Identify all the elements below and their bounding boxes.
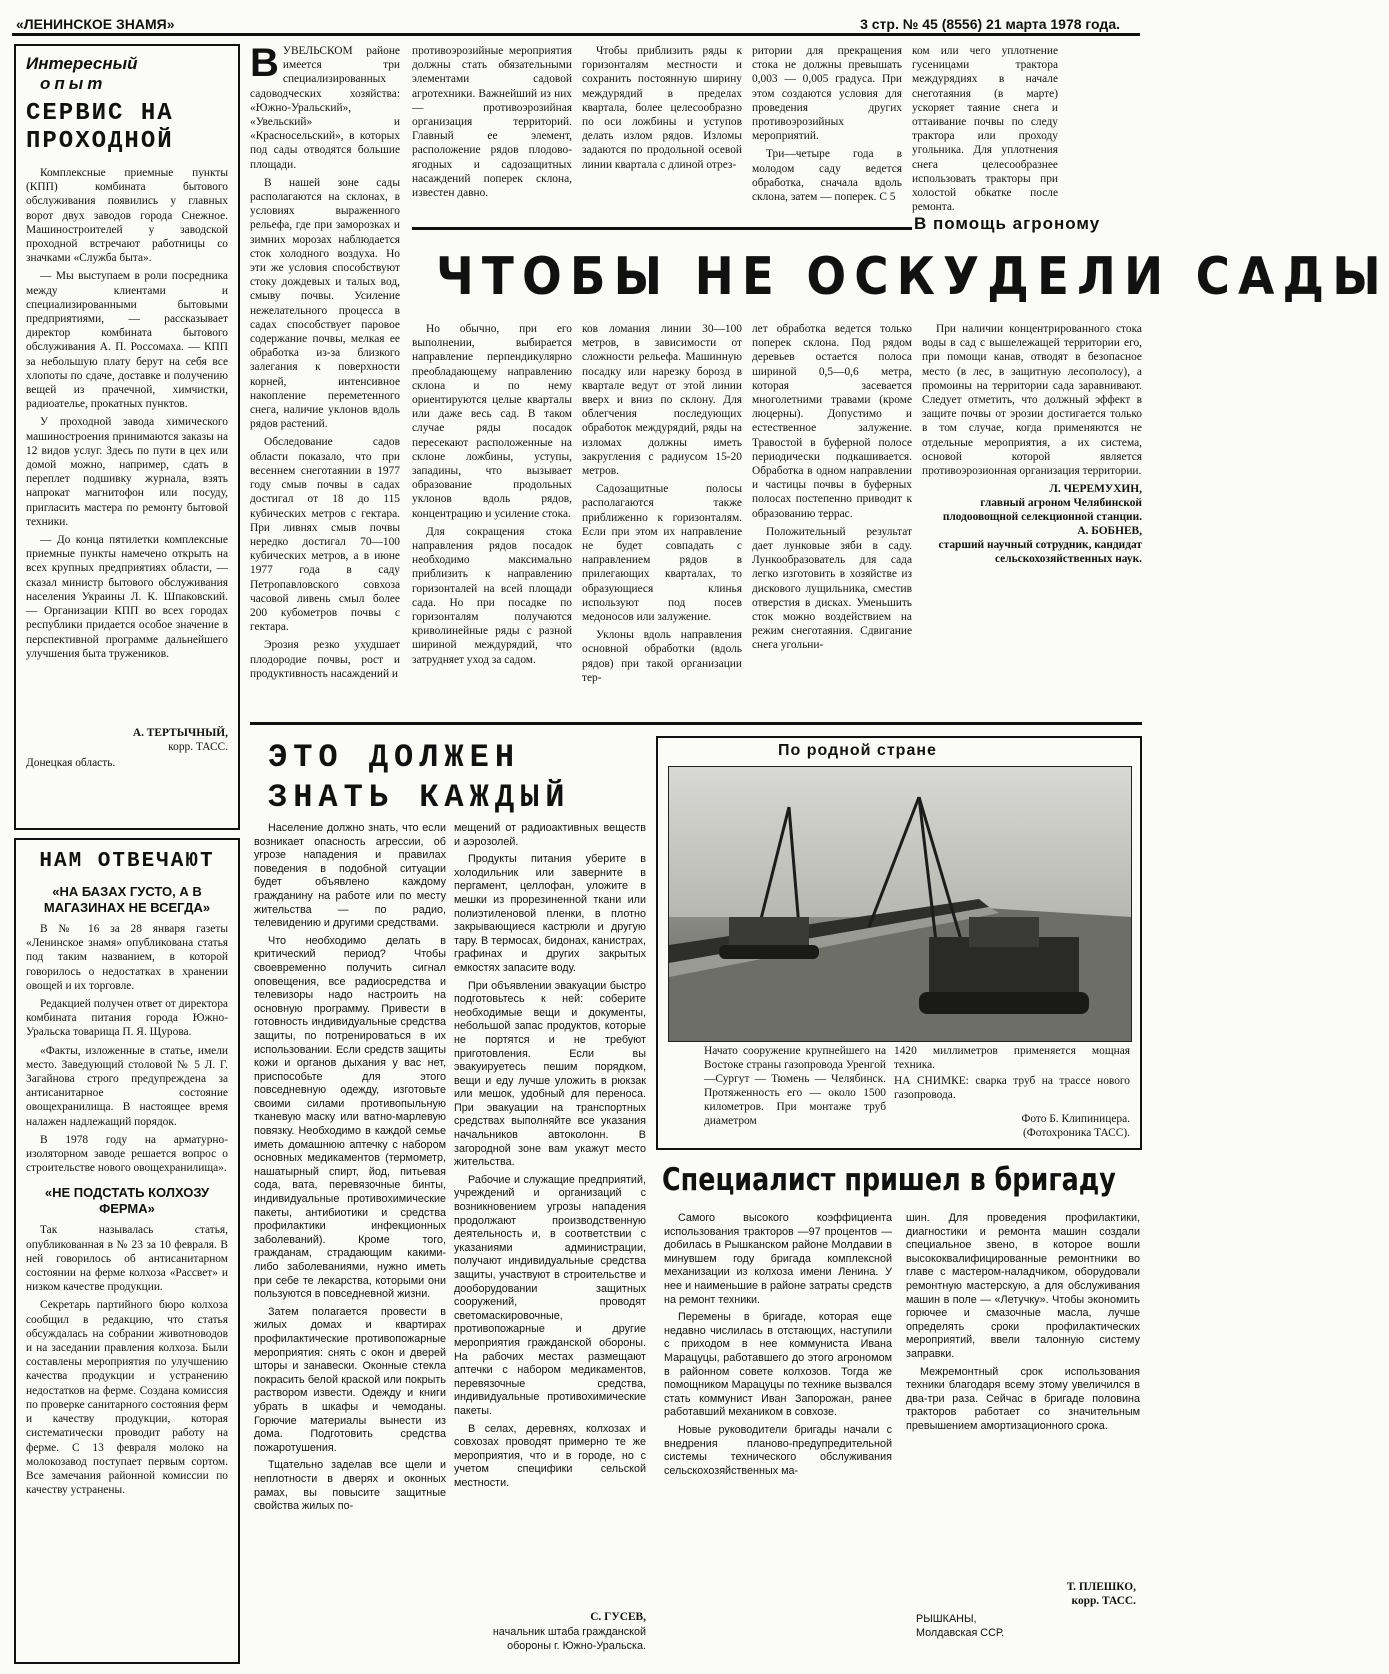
- author-signature: А. БОБНЕВ,: [1077, 525, 1142, 538]
- paragraph: Чтобы приблизить ряды к горизонталям местности и сохранить постоянную ширину междурядий в пределах квартала, более целесообразно по оси ложбины и уступов делать излом рядов. Изломы задаются по продольной осевой линии квартала с длиной отрез-: [582, 45, 742, 171]
- dropcap: В: [250, 41, 279, 85]
- gardens-top-col-1: [250, 41, 400, 716]
- paragraph: Уклоны вдоль направления основной обработки (вдоль рядов) при такой организации тер-: [582, 629, 742, 684]
- paragraph: В 1978 году на арматурно-изоляторном заводе решается вопрос о строительстве нового овощехранилища».: [26, 1133, 228, 1175]
- author-role: старший научный сотрудник, кандидат сельскохозяйственных наук.: [938, 539, 1142, 566]
- rubric-label: Интересный: [26, 54, 138, 73]
- photo-caption: НА СНИМКЕ: сварка труб на трассе нового газопровода.: [894, 1075, 1130, 1101]
- paragraph: противоэрозийные мероприятия должны стать обязательными элементами садовой агротехники. Важнейший из них — противоэрозийная организация территорий. Главный ее элемент, расположение рядов плодово-ягодных и садозащитных насаждений поперек склона, известен давно.: [412, 45, 572, 200]
- section-divider: [250, 722, 1142, 725]
- photo-credit: Фото Б. Клипиницера.: [1021, 1113, 1130, 1125]
- author-role: начальник штаба гражданской обороны г. Южно-Уральска.: [492, 1626, 646, 1652]
- paragraph: лет обработка ведется только поперек склона. Под рядом деревьев остается полоса шириной 0,5—0,6 метра, которая засевается многолетними травами (кроме люцерны). Допустимо и естественное залужение. Травостой в буферной полосе периодически подкашивается. Обработка в одном направлении и частицы почвы в буферных полосах постепенно приводит к образованию террас.: [752, 323, 912, 520]
- gardens-top-col-2: [412, 44, 572, 214]
- paragraph: Так называлась статья, опубликованная в № 23 за 10 февраля. В ней говорилось об антисанитарном состоянии на ферме колхоза «Рассвет» и низком качестве продукции.: [26, 1224, 228, 1294]
- paragraph: мещений от радиоактивных веществ и аэрозолей.: [454, 822, 646, 848]
- paragraph: Секретарь партийного бюро колхоза сообщил в редакцию, что статья обсуждалась на собрании животноводов и на заседании правления колхоза. Были составлены мероприятия по улучшению качества продукции и устранению недостатков на ферме. Создана комиссия по проверке санитарного состояния ферм и качеству продукции, которая систематически проводит работу на ферме. С 13 февраля молоко на молокозавод поступает первым сортом. Все замечания районной комиссии по качеству устранены.: [26, 1299, 228, 1497]
- paragraph: ков ломания линии 30—100 метров, в зависимости от сложности рельефа. Машинную посадку или нарезку борозд в квартале ведут от этой линии вверх и вниз по склону. Для облегчения последующих обработок междурядий, ряды на изломах должны иметь закругления с радиусом 15-20 метров.: [582, 323, 742, 478]
- paragraph: ритории для прекращения стока не должны превышать 0,003 — 0,005 градуса. При этом создаются условия для проведения других противоэрозийных мероприятий.: [752, 45, 902, 143]
- paragraph: Для сокращения стока направления рядов посадок необходимо максимально приблизить к направлению горизонталей на всей площади сада. Но при посадке по горизонталям получаются криволинейные ряды с разной шириной междурядий, что затрудняет уход за садом.: [412, 525, 572, 666]
- gardens-top-col-5: [912, 44, 1058, 214]
- pipeline-photo: [668, 766, 1132, 1042]
- dateline: РЫШКАНЫ,: [916, 1613, 977, 1625]
- answer-body-1: [26, 922, 228, 1175]
- subheading: «НА БАЗАХ ГУСТО, А В МАГАЗИНАХ НЕ ВСЕГДА»: [43, 884, 211, 915]
- newspaper-name: «ЛЕНИНСКОЕ ЗНАМЯ»: [16, 16, 175, 32]
- paragraph: При наличии концентрированного стока воды в сад с вышележащей территории его, при помощи канав, отводят в безопасное место (в лес, в защитную лесополосу), а промоины на территории сада заравнивают. Следует отметить, что должный эффект в защите почвы от эрозии достигается только в том случае, когда применяются не отдельные мероприятия, а их система, основой которой является противоэрозионная организация территории.: [922, 323, 1142, 478]
- paragraph: Комплексные приемные пункты (КПП) комбината бытового обслуживания появились у главных ворот двух заводов города Снежное. Машиностроителей у заводской проходной встречают работницы со значками «Служба быта».: [26, 167, 228, 265]
- paragraph: Продукты питания уберите в холодильник или заверните в пергамент, целлофан, уложите в мешки из прорезиненной ткани или полиэтиленовой пленки, в плотно закрывающиеся кастрюли и другую тару. В термосах, бидонах, канистрах, графинах и других закрытых емкостях запасите воду.: [454, 853, 646, 974]
- paragraph: Садозащитные полосы располагаются также приближенно к горизонталям. Если при этом их направление не будет совпадать с направлением рядов в прилегающих кварталах, то образующиеся клинья используют под посев медоносов или залужение.: [582, 483, 742, 624]
- paragraph: УВЕЛЬСКОМ районе имеется три специализированных садоводческих хозяйства: «Южно-Уральский», «Увельский» и «Красносельский», в которых под сады отводятся большие площади.: [250, 45, 400, 171]
- paragraph: Но обычно, при его выполнении, выбирается направление перпендикулярно преобладающему направлению склона и по нему ориентируются целые кварталы или даже весь сад. В таком случае ряды посадок пересекают расположенные на склоне ложбины, уступы, западины, что вызывает образование продольных уклонов вдоль рядов, концентрацию и усиление стока.: [412, 323, 572, 520]
- paragraph: Редакцией получен ответ от директора комбината питания города Южно-Уральска товарища П. Я. Щурова.: [26, 998, 228, 1039]
- headline-text: ЭТО ДОЛЖЕН ЗНАТЬ КАЖДЫЙ: [268, 739, 571, 816]
- issue-info: 3 стр. № 45 (8556) 21 марта 1978 года.: [860, 16, 1120, 32]
- author-role: корр. ТАСС.: [1071, 1595, 1136, 1607]
- article-body: [26, 166, 228, 726]
- homeland-box: [656, 736, 1142, 1150]
- rubric-label-2: опыт: [40, 74, 107, 93]
- photo-caption-right: 1420 миллиметров применяется мощная техника.: [894, 1045, 1130, 1071]
- rubric-rule: [412, 227, 912, 230]
- rubric-label: По родной стране: [778, 742, 937, 759]
- interesting-experience-box: [14, 44, 240, 830]
- answer-body-2: [26, 1223, 228, 1497]
- paragraph: Затем полагается провести в жилых домах и квартирах профилактические противопожарные мероприятия: снять с окон и дверей шторы и занавески. Оконные стекла покрасить белой краской или покрыть раствором извести. Одежду и книги убрать в шкафы и чемоданы. Горючие материалы вынести из дома. Подготовить средства пожаротушения.: [254, 1305, 446, 1454]
- paragraph: Межремонтный срок использования техники благодаря всему этому увеличился в два-три раза. Сейчас в бригаде половина тракторов работает со значительным превышением амортизационного срока.: [906, 1365, 1140, 1432]
- article-title: СЕРВИС НА ПРОХОДНОЙ: [26, 100, 174, 155]
- dateline: Донецкая область.: [26, 757, 116, 769]
- paragraph: Перемены в бригаде, которая еще недавно числилась в отстающих, наступили с приходом в нее коммуниста Ивана Марацуцы, работавшего до этого агрономом в районном совете колхозов. Тогда же помощником Марацуцы по технике вызвался стать коммунист Иван Запорожан, ранее работавший механиком в совхозе.: [664, 1311, 892, 1419]
- paragraph: Самого высокого коэффициента использования тракторов —97 процентов — добилась в Рышканском районе Молдавии в минувшем году бригада комплексной механизации из колхоза имени Ленина. У нее и наименьшие в районе затраты средств на ремонт техники.: [664, 1212, 892, 1306]
- gardens-mid-col-4: [922, 322, 1142, 718]
- paragraph: Эрозия резко ухудшает плодородие почвы, рост и продуктивность насаждений и: [250, 639, 400, 680]
- paragraph: — До конца пятилетки комплексные приемные пункты намечено открыть на всех крупных предприятиях области, — сказал министр бытового обслуживания населения Украины Л. К. Шпаковский. — Организации КПП во всех городах республики придается особое значение в перспективной программе дальнейшего улучшения быта тружеников.: [26, 534, 228, 660]
- paragraph: Новые руководители бригады начали с внедрения планово-предупредительной системы технического обслуживания сельскохозяйственных ма-: [664, 1423, 892, 1477]
- author-signature: Л. ЧЕРЕМУХИН,: [1049, 483, 1142, 496]
- rubric-label: В помощь агроному: [914, 214, 1101, 233]
- paragraph: Три—четыре года в молодом саду ведется обработка, сначала вдоль склона, затем — поперек. С 5: [752, 148, 902, 204]
- photo-caption-left: Начато сооружение крупнейшего на Востоке страны газопровода Уренгой—Сургут — Тюмень — Челябинск. Протяженность его — около 1500 километров. При монтаже труб диаметром: [704, 1045, 886, 1127]
- paragraph: Что необходимо делать в критический период? Чтобы своевременно получить сигнал оповещения, все радиосредства и телевизоры надо настроить на основную программу. Привести в готовность индивидуальные средства защиты, по потренироваться в их использовании. Если средств защиты кожи и органов дыхания у вас нет, приспособьте для этого повседневную одежду, изготовьте своими силами противопыльную тканевую маску или ватно-марлевую повязку. Необходимо в каждой семье иметь домашнюю аптечку с набором основных медикаментов (термометр, нашатырный спирт, йод, питьевая сода, вата, перевязочные бинты, индивидуальные противохимические пакеты, антибиотики и средства профилактики инфекционных заболеваний). Кроме того, гражданам, страдающим какими-либо заболеваниями, нужно иметь при себе те лекарства, которыми они пользуются в повседневной жизни.: [254, 934, 446, 1301]
- gardens-top-col-3: [582, 44, 742, 214]
- gardens-mid-col-2: [582, 322, 742, 718]
- author-role: корр. ТАСС.: [168, 741, 228, 753]
- paragraph: В нашей зоне сады располагаются на склонах, в условиях выраженного рельефа, где при заморозках и зимних морозах наблюдается сток холодного воздуха. Но эти же условия способствуют стоку дождевых и талых вод, смыву почвы. Усиление нежелательного процесса в садах способствует паровое содержание почвы, мелкая ее обработка из-за близкого залегания к поверхности корней, интенсивное накопление переметенного снега, наличие уклонов вдоль рядов растений.: [250, 176, 400, 431]
- specialist-headline: Специалист пришел в бригаду: [662, 1162, 1116, 1198]
- paragraph: Рабочие и служащие предприятий, учреждений и организаций с возникновением угрозы нападения продолжают производственную деятельность и, в соответствии с указаниями администрации, получают индивидуальные средства защиты, участвуют в строительстве и дооборудовании защитных сооружений, проводят светомаскировочные, противопожарные и другие мероприятия гражданской обороны. На рабочих местах размещают аптечки с набором медикаментов, перевязочные средства, индивидуальные противохимические пакеты.: [454, 1173, 646, 1417]
- paragraph: В селах, деревнях, колхозах и совхозах проводят примерно те же мероприятия, что и в городе, но с учетом специфики сельской местности.: [454, 1422, 646, 1489]
- paragraph: При объявлении эвакуации быстро подготовьтесь к ней: соберите необходимые вещи и документы, небольшой запас продуктов, которые не портятся и не требуют приготовления. Если вы эвакуируетесь пешим порядком, вещи и еду лучше уложить в рюкзак или мешок, удобный для переноса. При эвакуации на транспортных средствах выполняйте все указания начальников автоколонн. В загородной зоне вам укажут место жительства.: [454, 979, 646, 1169]
- author-signature: Т. ПЛЕШКО,: [1066, 1581, 1136, 1593]
- civil-col-1: [254, 822, 446, 1668]
- specialist-col-1: [664, 1212, 892, 1668]
- paragraph: — Мы выступаем в роли посредника между клиентами и специализированными бытовыми предприятиями, — рассказывает директор комбината бытового обслуживания А. П. Россомаха. — КПП за небольшую плату берут на себя все хлопоты по сдаче, доставке и получению вещей из прачечной, химчистки, радиоателье, прокатных пунктов.: [26, 270, 228, 411]
- gardens-mid-col-3: [752, 322, 912, 718]
- article-headline: ЧТОБЫ НЕ ОСКУДЕЛИ САДЫ: [436, 247, 1389, 307]
- paragraph: Население должно знать, что если возникает опасность агрессии, об угрозе нападения и правилах поведения в подобной ситуации будет объявлено каждому гражданину на работе или по месту жительства — по радио, телевидению и другими средствами.: [254, 822, 446, 930]
- gardens-top-col-4: [752, 44, 902, 214]
- photo-credit-agency: (Фотохроника ТАСС).: [1022, 1127, 1130, 1139]
- subheading: «НЕ ПОДСТАТЬ КОЛХОЗУ ФЕРМА»: [44, 1185, 210, 1217]
- civil-col-2: [454, 822, 646, 1522]
- section-title: НАМ ОТВЕЧАЮТ: [39, 850, 215, 873]
- author-signature: С. ГУСЕВ,: [590, 1611, 646, 1623]
- author-signature: А. ТЕРТЫЧНЫЙ,: [132, 727, 228, 739]
- specialist-col-2: [906, 1212, 1140, 1572]
- paragraph: У проходной завода химического машиностроения принимаются заказы на 12 видов услуг. Здесь по пути в цех или домой можно, например, сдать в переплет подшивку журнала, взять напрокат магнитофон или посуду, пригласить мастера по ремонту бытовой техники.: [26, 416, 228, 528]
- readers-answers-box: [14, 838, 240, 1664]
- dateline-region: Молдавская ССР.: [916, 1627, 1005, 1639]
- paragraph: шин. Для проведения профилактики, диагностики и ремонта машин создали специальное звено, в которое вошли высококвалифицированные ремонтники во главе с мастером-наладчиком, оборудовали ремонтную мастерскую, а для обслуживания машин в поле — «Летучку». Чтобы экономить горючее и смазочные масла, лучше определять сроки профилактических мероприятий, ввели талонную систему заправки.: [906, 1212, 1140, 1360]
- paragraph: Положительный результат дает лунковые зяби в саду. Лункообразователь для сада легко изготовить в хозяйстве из дискового лущильника, сместив отверстия в дисках. Уменьшить сток можно воздействием на режим снеготаяния. Сдвигание снега угольни-: [752, 525, 912, 652]
- pipeline-photo-image: [669, 767, 1131, 1041]
- paragraph: ком или чего уплотнение гусеницами трактора междурядиях в начале снеготаяния (в марте) ускоряет таяние снега и оттаивание почвы по следу трактора или проходу угольника. Для уплотнения снега целесообразнее использовать тракторы при холостой обкатке после ремонта.: [912, 45, 1058, 214]
- gardens-mid-col-1: [412, 322, 572, 718]
- paragraph: «Факты, изложенные в статье, имели место. Заведующий столовой № 5 Л. Г. Загайнова строго предупреждена за антисанитарное состояние овощехранилища. В настоящее время налажен надлежащий порядок.: [26, 1044, 228, 1128]
- paragraph: В № 16 за 28 января газеты «Ленинское знамя» опубликована статья под таким названием, в которой говорилось о недостатках в хранении овощей и их торговле.: [26, 923, 228, 992]
- author-role: главный агроном Челябинской плодоовощной селекционной станции.: [942, 497, 1142, 524]
- paragraph: Обследование садов области показало, что при весеннем снеготаянии в 1977 году смыв почвы в садах достигал от 18 до 115 кубических метров с гектара. При ливнях смыв почвы нередко достигал 70—100 кубических метров, а в июне 1977 года в саду Петропавловского совхоза часовой ливень смыл более 200 кубометров почвы с гектара.: [250, 436, 400, 634]
- masthead: [12, 14, 1140, 36]
- paragraph: Тщательно заделав все щели и неплотности в дверях и оконных рамах, вы повысите защитные свойства жилых по-: [254, 1459, 446, 1513]
- civil-defense-headline: [268, 738, 668, 818]
